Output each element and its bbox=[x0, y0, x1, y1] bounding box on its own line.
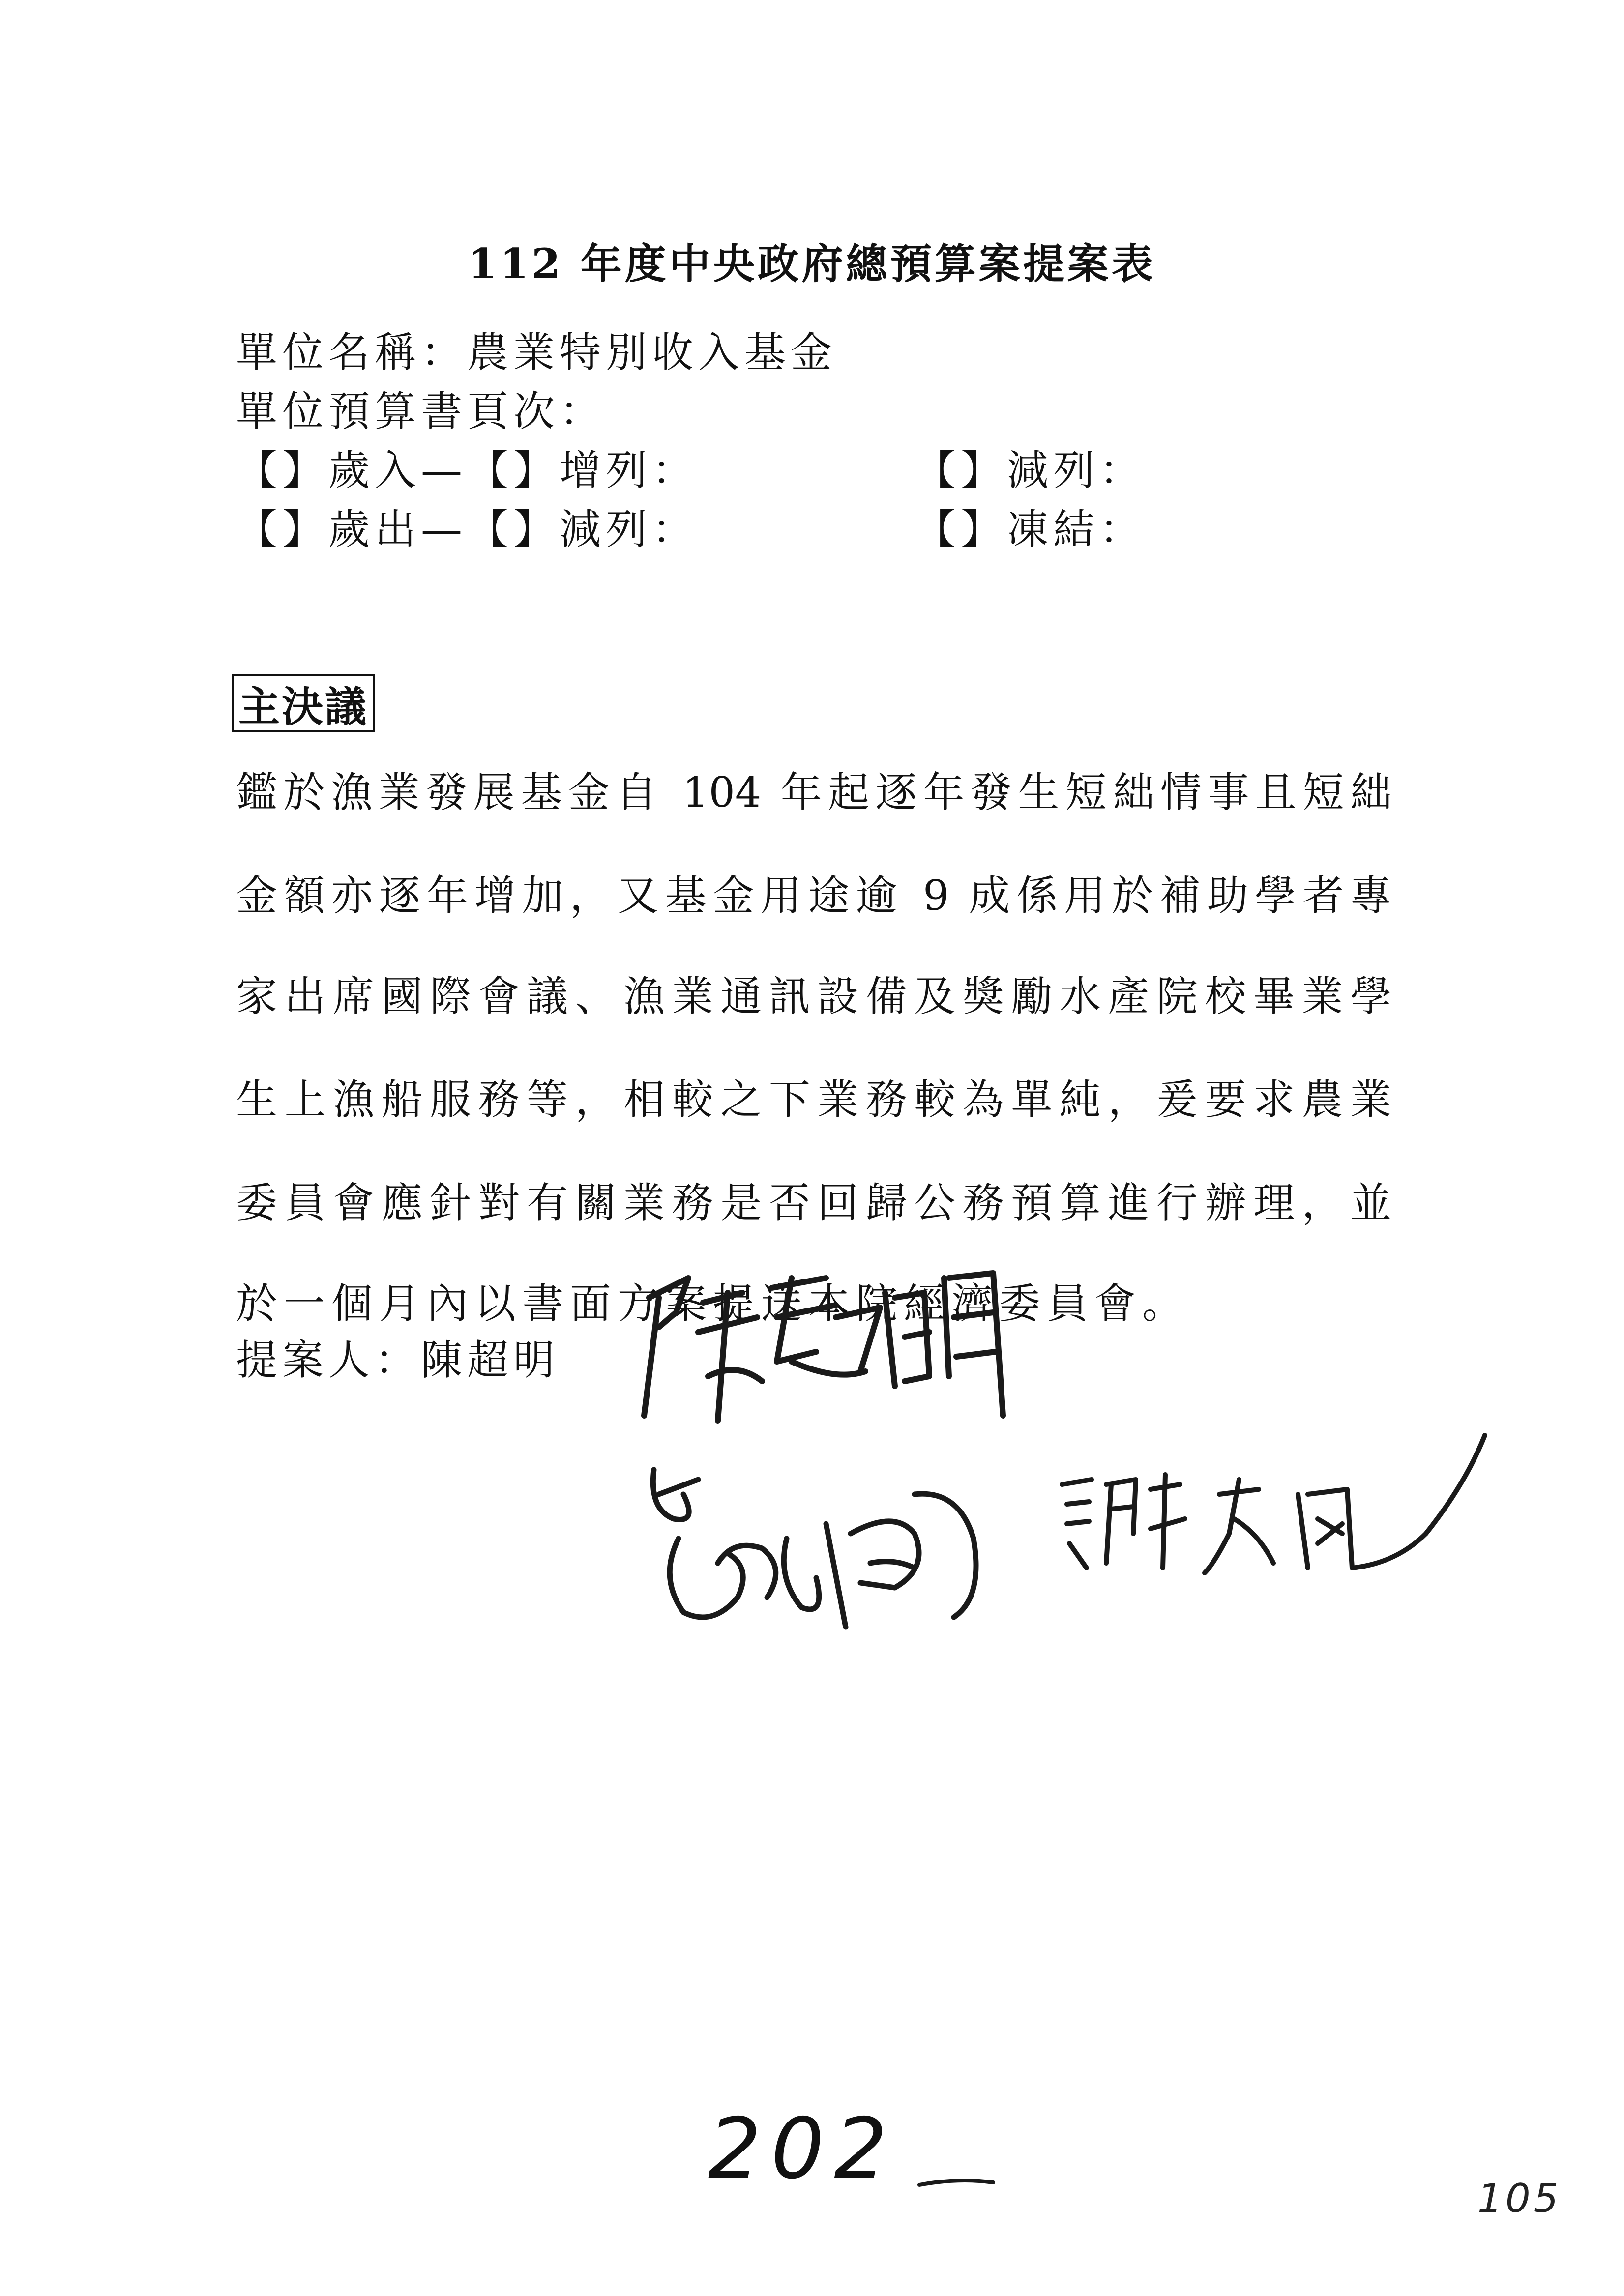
page-number-text: 202 bbox=[708, 2100, 897, 2198]
body-line-5: 委員會應針對有關業務是否回歸公務預算進行辦理，並 bbox=[236, 1179, 1391, 1227]
budget-page-line: 單位預算書頁次： bbox=[236, 387, 606, 436]
handwritten-corner-number bbox=[1473, 2168, 1581, 2227]
revenue-decrease-option: 【】減列： bbox=[915, 446, 1146, 494]
body-line-2: 金額亦逐年增加，又基金用途逾 9 成係用於補助學者專 bbox=[236, 872, 1391, 920]
expenditure-decrease-option: 【】歲出—【】減列： bbox=[236, 505, 699, 553]
revenue-increase-option: 【】歲入—【】增列： bbox=[236, 446, 699, 494]
signature-scribble bbox=[639, 1450, 993, 1637]
freeze-option: 【】凍結： bbox=[915, 505, 1146, 553]
handwritten-page-number bbox=[698, 2100, 1003, 2198]
unit-name-line: 單位名稱：農業特別收入基金 bbox=[236, 328, 837, 377]
body-line-1: 鑑於漁業發展基金自 104 年起逐年發生短絀情事且短絀 bbox=[236, 768, 1391, 816]
main-resolution-label: 主決議 bbox=[232, 674, 375, 732]
body-line-4: 生上漁船服務等，相較之下業務較為單純，爰要求農業 bbox=[236, 1075, 1391, 1124]
signature-chen-chaoming bbox=[629, 1258, 1052, 1445]
signature-hsieh-yifeng bbox=[1052, 1406, 1505, 1612]
proposer-line: 提案人：陳超明 bbox=[236, 1336, 560, 1384]
body-line-3: 家出席國際會議、漁業通訊設備及獎勵水產院校畢業學 bbox=[236, 972, 1391, 1020]
body-line-6: 於一個月內以書面方案提送本院經濟委員會。 bbox=[236, 1279, 1190, 1328]
corner-number-text: 105 bbox=[1477, 2176, 1562, 2221]
document-title: 112 年度中央政府總預算案提案表 bbox=[468, 239, 1156, 288]
